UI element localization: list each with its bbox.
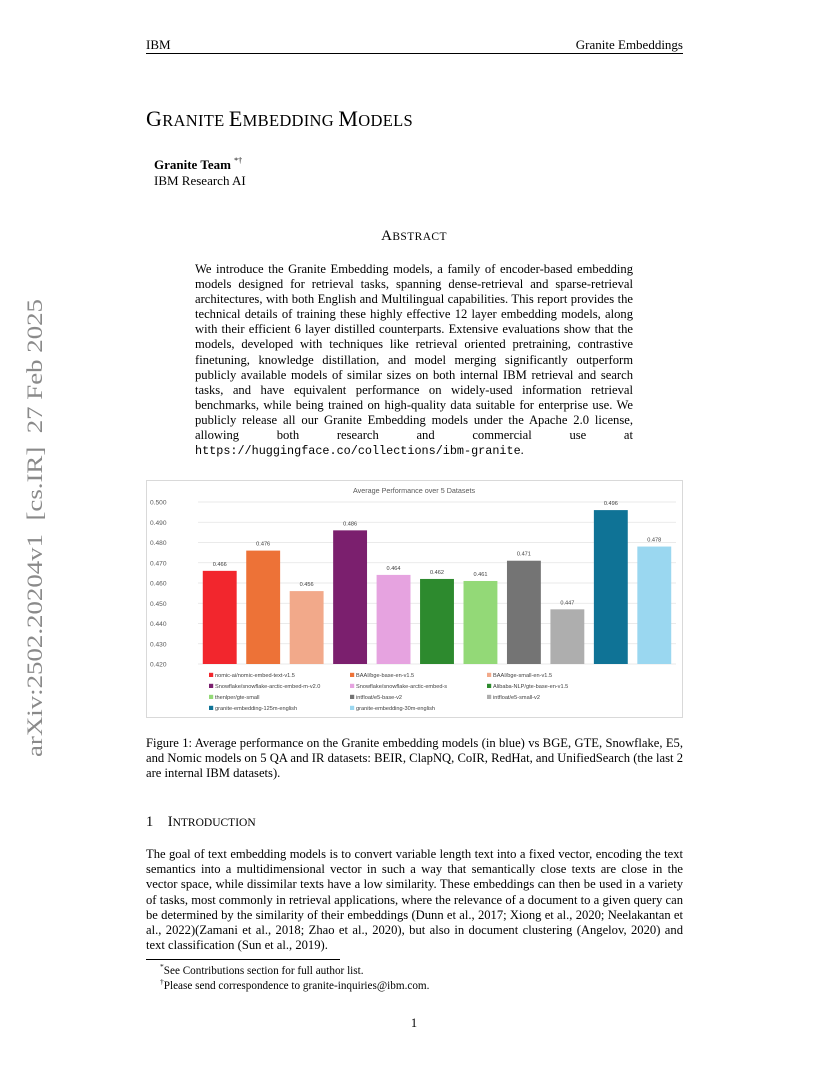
legend-swatch <box>487 695 491 699</box>
arxiv-stamp-text: arXiv:2502.20204v1 [cs.IR] 27 Feb 2025 <box>22 373 47 757</box>
bar-value-label: 0.464 <box>386 565 401 572</box>
chart-title: Average Performance over 5 Datasets <box>352 486 476 495</box>
bar <box>550 609 584 664</box>
bar <box>203 571 237 664</box>
legend-swatch <box>209 684 213 688</box>
bar-value-label: 0.471 <box>516 551 531 558</box>
legend-swatch <box>487 673 491 677</box>
performance-chart <box>146 480 683 718</box>
legend-swatch <box>350 695 354 699</box>
bar-value-label: 0.496 <box>603 501 618 508</box>
y-tick-label: 0.500 <box>150 499 167 507</box>
bar-value-label: 0.486 <box>343 521 358 528</box>
legend-label: intfloat/e5-base-v2 <box>356 695 403 701</box>
abstract-heading-rest: BSTRACT <box>392 231 447 243</box>
legend-label: BAAI/bge-base-en-v1.5 <box>356 673 415 679</box>
author-affiliation: IBM Research AI <box>154 173 246 188</box>
paper-title <box>146 106 413 132</box>
intro-paragraph: The goal of text embedding models is to convert variable length text into a fixed vector, encoding the text semantics into a multidimensional vector in such a way that semantically close texts are close in the vector space, while dissimilar texts have a low similarity. These embeddings can then be used in a variety of tasks, most commonly in retrieval applications, where the relevance of a document to a given query can be determined by the similarity of their embeddings (Dunn et al., 2017; Xiong et al., 2020; Neelakantan et al., 2022)(Zamani et al., 2018; Zhao et al., 2020), but also in document clustering (Angelov, 2020) and text classification (Sun et al., 2019). <box>146 847 683 953</box>
legend-label: Alibaba-NLP/gte-base-en-v1.5 <box>493 684 569 690</box>
bar <box>333 530 367 664</box>
y-tick-label: 0.490 <box>150 519 167 527</box>
y-tick-label: 0.480 <box>150 540 167 547</box>
y-tick-label: 0.460 <box>150 580 167 588</box>
bar <box>290 591 324 664</box>
y-tick-label: 0.420 <box>150 661 167 669</box>
legend-label: BAAI/bge-small-en-v1.5 <box>493 673 553 679</box>
abstract-end: . <box>520 443 524 458</box>
chart-y-axis <box>150 500 167 669</box>
legend-label: intfloat/e5-small-v2 <box>493 695 540 701</box>
footnote <box>160 962 364 977</box>
abstract-text: We introduce the Granite Embedding models, a family of encoder-based embedding models designed for retrieval tasks, spanning dense-retrieval and sparse-retrieval architectures, with both English and Multilingual capabilities. This report provides the technical details of training these highly effective 12 layer embedding models, along with their efficient 6 layer distilled counterparts. Extensive evaluations show that the models, developed with techniques like retrieval oriented pretraining, contrastive finetuning, knowledge distillation, and model merging significantly outperform publicly available models of similar sizes on both internal IBM retrieval and search tasks, and have equivalent performance on widely-used information retrieval benchmarks, while being trained on high-quality data suitable for enterprise use. We publicly release all our Granite Embedding models under the Apache 2.0 license, allowing both research and commercial use at <box>195 262 633 443</box>
bar-value-label: 0.447 <box>560 600 575 607</box>
legend-label: granite-embedding-30m-english <box>356 706 435 712</box>
bar-value-label: 0.462 <box>430 569 444 576</box>
footnote-rule <box>146 959 340 960</box>
section-title-rest: NTRODUCTION <box>172 817 256 829</box>
footnote-text: See Contributions section for full author list. <box>163 965 364 977</box>
header-rule <box>146 53 683 54</box>
y-tick-label: 0.430 <box>150 641 167 649</box>
legend-swatch <box>209 673 213 677</box>
legend-label: Snowflake/snowflake-arctic-embed-s <box>356 684 448 690</box>
abstract-heading-initial: A <box>381 228 393 244</box>
title-rest: ODELS <box>358 111 413 130</box>
bar <box>420 579 454 664</box>
legend-swatch <box>487 684 491 688</box>
bar <box>377 575 411 664</box>
section-title-initial: I <box>167 814 173 830</box>
legend-swatch <box>209 695 213 699</box>
title-initial: G <box>146 106 163 131</box>
running-header-right: Granite Embeddings <box>575 37 683 52</box>
footnote-mark: * <box>160 962 164 971</box>
bar-value-label: 0.456 <box>299 582 314 589</box>
y-tick-label: 0.450 <box>150 600 167 608</box>
bar-value-label: 0.478 <box>647 537 662 544</box>
legend-label: nomic-ai/nomic-embed-text-v1.5 <box>215 673 295 679</box>
bar <box>637 547 671 664</box>
footnote <box>160 977 429 992</box>
abstract-body <box>195 262 633 459</box>
bar <box>464 581 498 664</box>
bar-value-label: 0.466 <box>212 561 227 568</box>
footnote-mark: † <box>160 977 164 986</box>
author-name-text: Granite Team <box>154 157 231 172</box>
figure-caption: Figure 1: Average performance on the Granite embedding models (in blue) vs BGE, GTE, Snowflake, E5, and Nomic models on 5 QA and IR datasets: BEIR, ClapNQ, CoIR, RedHat, and UnifiedSearch (the last 2 are internal IBM datasets). <box>146 736 683 781</box>
arxiv-stamp <box>10 299 50 759</box>
legend-swatch <box>209 706 213 710</box>
legend-label: granite-embedding-125m-english <box>215 706 298 712</box>
abstract-link[interactable]: https://huggingface.co/collections/ibm-granite <box>195 444 521 459</box>
title-initial: M <box>338 106 359 131</box>
author-marks: *† <box>234 156 243 165</box>
title-rest: RANITE <box>162 111 229 130</box>
legend-swatch <box>350 684 354 688</box>
section-number: 1 <box>146 814 154 830</box>
section-heading <box>146 814 256 831</box>
page-number: 1 <box>410 1016 418 1030</box>
footnote-text: Please send correspondence to granite-inquiries@ibm.com. <box>163 980 430 992</box>
bar <box>507 561 541 664</box>
y-tick-label: 0.440 <box>150 621 167 628</box>
title-rest: MBEDDING <box>242 111 339 130</box>
bar <box>594 510 628 664</box>
bar-value-label: 0.461 <box>473 571 488 578</box>
legend-swatch <box>350 673 354 677</box>
legend-swatch <box>350 706 354 710</box>
running-header-left: IBM <box>146 37 171 52</box>
bar-value-label: 0.476 <box>256 541 271 548</box>
author-name <box>154 156 242 173</box>
y-tick-label: 0.470 <box>150 560 167 568</box>
title-initial: E <box>228 106 243 131</box>
legend-label: Snowflake/snowflake-arctic-embed-m-v2.0 <box>215 684 321 690</box>
bar <box>246 551 280 664</box>
legend-label: thenlper/gte-small <box>215 695 260 701</box>
abstract-heading <box>0 228 828 245</box>
